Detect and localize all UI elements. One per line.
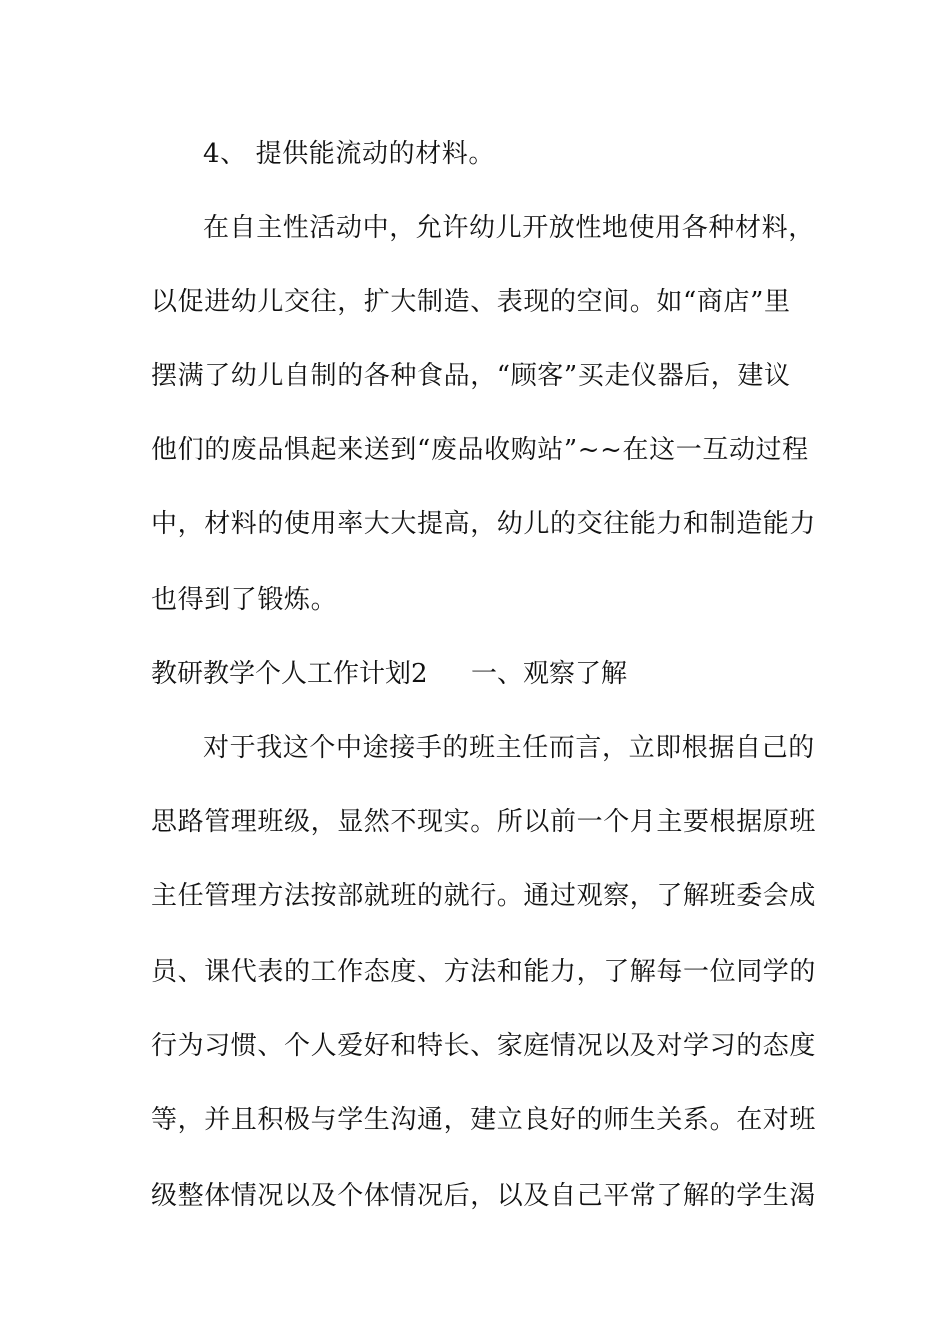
paragraph-line: 也得到了锻炼。 <box>151 585 338 615</box>
paragraph-line: 思路管理班级，显然不现实。所以前一个月主要根据原班 <box>151 807 817 837</box>
paragraph-line: 等，并且积极与学生沟通，建立良好的师生关系。在对班 <box>151 1105 817 1135</box>
section-subheading: 一、观察了解 <box>471 659 628 689</box>
section-title: 教研教学个人工作计划2 <box>151 659 428 689</box>
paragraph-line: 行为习惯、个人爱好和特长、家庭情况以及对学习的态度 <box>151 1031 817 1061</box>
paragraph-line: 员、课代表的工作态度、方法和能力，了解每一位同学的 <box>151 957 817 987</box>
paragraph-line: 中，材料的使用率大大提高，幼儿的交往能力和制造能力 <box>151 509 817 539</box>
paragraph-line: 摆满了幼儿自制的各种食品，“顾客”买走仪器后，建议 <box>151 361 791 391</box>
paragraph-line: 以促进幼儿交往，扩大制造、表现的空间。如“商店”里 <box>151 287 791 317</box>
paragraph-line: 主任管理方法按部就班的就行。通过观察，了解班委会成 <box>151 881 817 911</box>
paragraph-line: 级整体情况以及个体情况后，以及自己平常了解的学生渴 <box>151 1181 817 1211</box>
paragraph-line: 在自主性活动中，允许幼儿开放性地使用各种材料， <box>203 213 815 243</box>
item-heading: 4、 提供能流动的材料。 <box>203 139 496 169</box>
paragraph-line: 他们的废品惧起来送到“废品收购站”~~在这一互动过程 <box>151 435 809 465</box>
paragraph-line: 对于我这个中途接手的班主任而言，立即根据自己的 <box>203 733 815 763</box>
